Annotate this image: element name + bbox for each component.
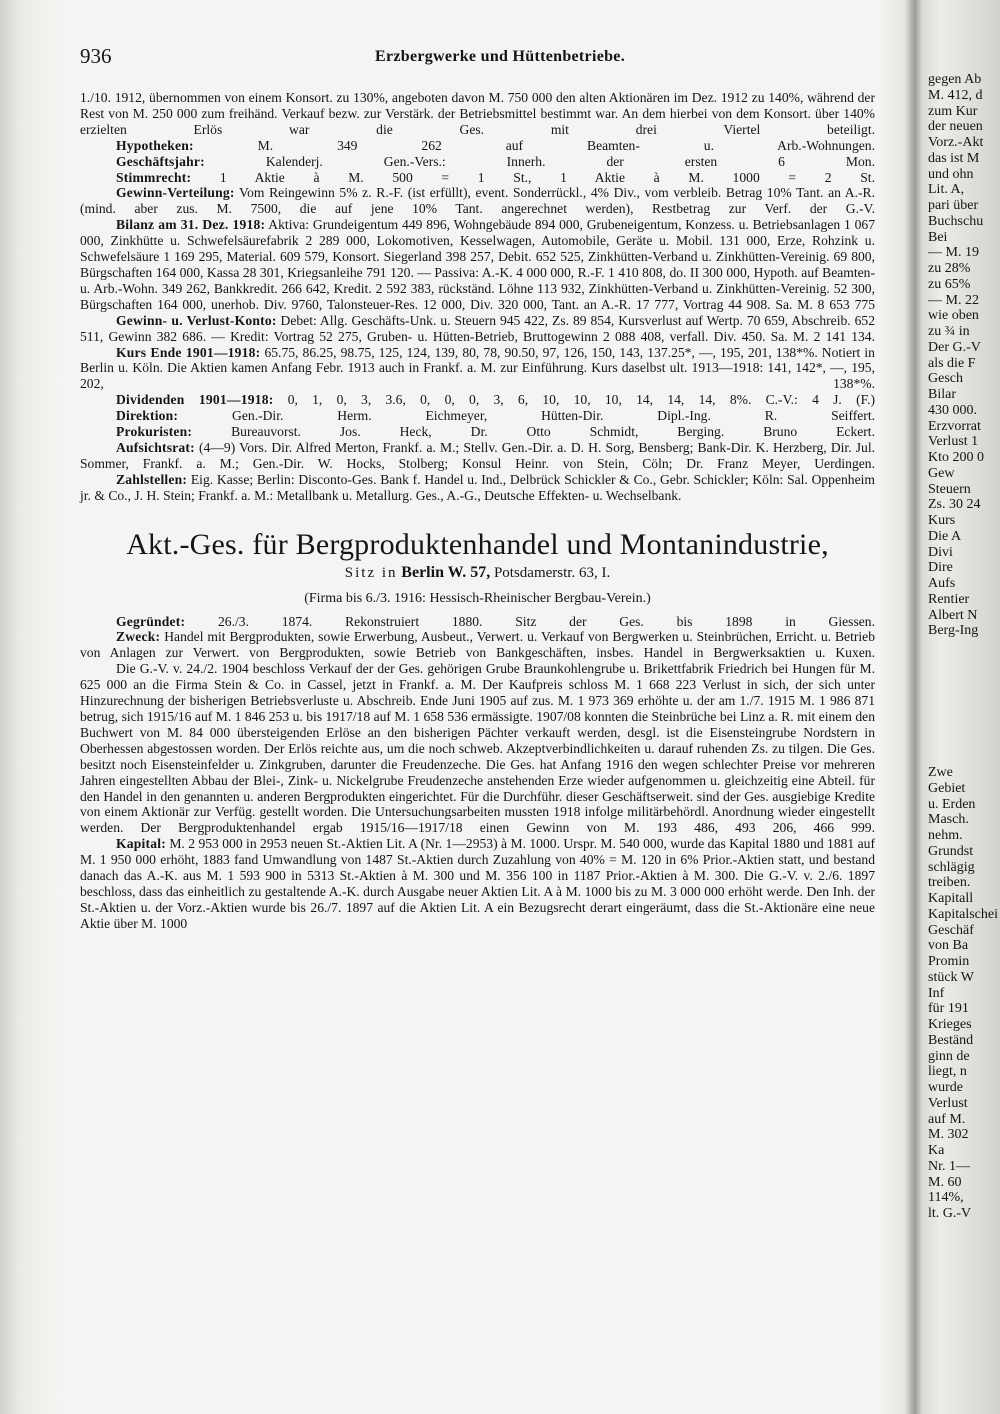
block-label: Aufsichtsrat: (116, 439, 195, 455)
fragment-line: das ist M (928, 150, 980, 166)
text-block (80, 440, 875, 472)
block-label: Hypotheken: (116, 137, 194, 153)
fragment-line (928, 671, 1000, 687)
block-text: (4—9) Vors. Dir. Alfred Merton, Frankf. a. M.; Stellv. Gen.-Dir. a. D. H. Sorg, Bensberg; Bank-Dir. K. Herzberg, Dir. Jul. Sommer, Frankf. a. M.; Gen.-Dir. W. Hocks, Stolberg; Konsul Heinr. von Stein, Cöln; Dr. Franz Meyer, Uerdingen. (80, 439, 875, 471)
fragment-line: Bei (928, 229, 948, 245)
fragment-line: liegt, n (928, 1064, 967, 1080)
block-text: Vom Reingewinn 5% z. R.-F. (ist erfüllt), event. Sonderrückl., 4% Div., vom verbleib. Betrag 10% Tant. an A.-R. (mind. aber zus. M. 7500, die auf jene 10% Tant. angerechnet werden), Restbetrag zur Verf. der G.-V. (80, 185, 875, 217)
text-block (80, 472, 875, 504)
fragment-line: Erzvorrat (928, 418, 981, 434)
fragment-line: der neuen (928, 119, 983, 135)
block-text: Debet: Allg. Geschäfts-Unk. u. Steuern 945 422, Zs. 89 854, Kursverlust auf Wertp. 70 659, Abschreib. 652 511, Gewinn 382 686. — Kredit: Vortrag 52 275, Gruben- u. Hütten-Betrieb, Bruttogewinn 2 088 408, verfall. Div. 450. Sa. M. 2 141 134. (80, 312, 875, 344)
block-label: Direktion: (116, 408, 179, 424)
block-text: 1./10. 1912, übernommen von einem Konsort. zu 130%, angeboten davon M. 750 000 den alten Aktionären im Dez. 1912 zu 140%, während der Rest von M. 250 000 zum freihänd. Verkauf bezw. zur Verstärk. der Betriebsmittel bestimmt war. An dem hierbei von dem Konsort. über 140% erzielten Erlös war die Ges. mit drei Viertel beteiligt. (80, 90, 875, 137)
block-text: 26./3. 1874. Rekonstruiert 1880. Sitz der Ges. bis 1898 in Giessen. (185, 613, 875, 629)
fragment-line: Aufs (928, 576, 956, 591)
main-column (80, 90, 875, 1390)
fragment-line: Nr. 1— (928, 1158, 970, 1174)
page-header (80, 44, 915, 72)
block-text: Bureauvorst. Jos. Heck, Dr. Otto Schmidt, Berging. Bruno Eckert. (192, 424, 875, 440)
fragment-line: Krieges (928, 1017, 972, 1032)
block-text: Kalenderj. Gen.-Vers.: Innerh. der ersten 6 Mon. (204, 153, 875, 169)
fragment-line: gegen Ab (928, 72, 982, 87)
fragment-line: Ka (928, 1143, 945, 1158)
fragment-line: Beständ (928, 1032, 974, 1048)
text-block (80, 345, 875, 393)
fragment-line: Bilar (928, 387, 956, 402)
fragment-line: Zs. 30 24 (928, 497, 981, 513)
block-label: Gewinn- u. Verlust-Konto: (116, 312, 277, 328)
block-text: Handel mit Bergprodukten, sowie Erwerbung, Ausbeut., Verwert. u. Verkauf von Bergwerken u. Steinbrüchen, Erricht. u. Betrieb von Anlagen zur Verwert. von Bergprodukten, sowie Betrieb von Bankgeschäften, insbes. Handel in Bergwerksaktien u. Kuxen. (80, 629, 875, 661)
block-text: 1 Aktie à M. 500 = 1 St., 1 Aktie à M. 1000 = 2 St. (191, 169, 875, 185)
fragment-line: Die A (928, 528, 962, 544)
fragment-line: Masch. (928, 812, 969, 828)
fragment-line: zu 65% (928, 276, 971, 292)
fragment-line: schlägig (928, 859, 975, 875)
block-label: Gegründet: (116, 613, 186, 629)
fragment-line: M. 60 (928, 1174, 962, 1190)
fragment-line: — M. 22 (928, 292, 979, 308)
block-text: Die G.-V. v. 24./2. 1904 beschloss Verkauf der der Ges. gehörigen Grube Braunkohlengrube u. Brikettfabrik Friedrich bei Hungen für M. 625 000 an die Firma Stein & Co. in Cassel, jetzt in Frankf. a. M. Der Kaufpreis schloss M. 1 668 223 Verlust in sich, der sich unter Hinzurechnung der bisherigen Betriebsverluste u. Abschreib. Ende Juni 1905 auf zus. M. 1 973 369 erhöhte u. der am 1./7. 1915 M. 1 986 871 betrug, sich 1915/16 auf M. 1 846 253 u. bis 1917/18 auf M. 1 658 536 ermässigte. 1907/08 konnten die Steinbrüche bei Linz a. R. mit einem den Buchwert von M. 84 000 übersteigenden Erlöse an den bisherigen Pächter verkauft werden, desgl. ist die Eisensteingrube Nordstern in Oberhessen abgestossen worden. Der Erlös reichte aus, um die noch schweb. Akzeptverbindlichkeiten u. darauf ruhenden Zs. zu tilgen. Die Ges. besitzt noch Eisensteinfelder u. Zinkgruben, darunter die Freudenzeche. Die Ges. hat Anfang 1916 den wegen schlechter Preise vor mehreren Jahren eingestellten Abbau der Blei-, Zink- u. Nickelgrube Freudenzeche anstehenden Erze wieder aufgenommen u. gleichzeitig eine Abteil. für den Handel in den genannten u. anderen Bergprodukten eingerichtet. Für die Durchführ. dieser Geschäftserweit. sind der Ges. ausgiebige Kredite von einem Aktionär zur Verfüg. gestellt worden. Die Untersuchungsarbeiten mussten 1918 infolge militärbehördl. Anordnung wieder eingestellt werden. Der Bergproduktenhandel ergab 1915/16—1917/18 einen Gewinn von M. 193 486, 493 206, 466 999. (80, 661, 875, 836)
fragment-line: 430 000. (928, 402, 977, 418)
fragment-line: zum Kur (928, 103, 978, 119)
fragment-line: M. 302 (928, 1127, 969, 1143)
fragment-line: nehm. (928, 828, 963, 843)
fragment-line: M. 412, d (928, 87, 983, 103)
fragment-line: pari über (928, 198, 979, 213)
fragment-line: Verlust (928, 1095, 968, 1111)
fragment-line: auf M. (928, 1111, 966, 1127)
upper-entry (80, 90, 875, 504)
fragment-line: Inf (928, 985, 945, 1001)
fragment-line: u. Erden (928, 796, 976, 812)
text-block (80, 424, 875, 440)
fragment-line (928, 639, 1000, 655)
text-block (80, 836, 875, 931)
text-block (80, 90, 875, 138)
text-block (80, 408, 875, 424)
fragment-line: Gew (928, 465, 955, 481)
fragment-line: Kto 200 0 (928, 450, 984, 465)
fragment-line: Kurs (928, 513, 956, 528)
block-text: Aktiva: Grundeigentum 449 896, Wohngebäude 894 000, Grubeneigentum, Konzess. u. Betriebsanlagen 1 067 000, Zinkhütte u. Schwefelsäurefabrik 2 289 000, Lokomotiven, Kesselwagen, Automobile, Geräte u. Mobil. 131 000, Erze, Rohzink u. Schwefelsäure 1 169 295, Material. 609 579, Konsort. Siegerland 398 257, Debit. 652 525, Zinkhütten-Verband u. Zinkhütten-Vereinig. 69 800, Bürgschaften 164 000, Kassa 28 301, Kriegsanleihe 791 120. — Passiva: A.-K. 4 000 000, R.-F. 1 410 808, do. II 300 000, Hypoth. auf Beamten- u. Arb.-Wohn. 349 262, Bankkredit. 266 642, Kredit. 2 592 383, rückständ. Löhne 113 932, Zinkhütten-Verband u. Zinkhütten-Vereinig. 52 300, Bürgschaften 164 000, unerhob. Div. 9760, Talonsteuer-Res. 12 000, Div. 320 000, Tant. an A.-R. 17 777, Vortrag 44 908. Sa. M. 8 653 775 (80, 217, 876, 312)
fragment-line (928, 718, 1000, 734)
block-label: Gewinn-Verteilung: (116, 185, 235, 201)
text-block (80, 661, 875, 836)
text-block (80, 154, 875, 170)
adjacent-page-strip (928, 72, 1000, 1402)
fragment-line: Der G.-V (928, 339, 981, 355)
running-title: Erzbergwerke und Hüttenbetriebe. (374, 48, 625, 65)
block-label: Kurs Ende 1901—1918: (116, 344, 261, 360)
lower-entry (80, 614, 875, 932)
text-block (80, 138, 875, 154)
fragment-line: Berg-Ing (928, 623, 979, 639)
fragment-line (928, 734, 1000, 750)
fragment-line: von Ba (928, 938, 969, 954)
fragment-line: ginn de (928, 1048, 970, 1064)
block-label: Kapital: (116, 836, 166, 852)
fragment-line: wurde (928, 1080, 963, 1095)
block-label: Geschäftsjahr: (116, 153, 205, 169)
page-number: 936 (80, 44, 112, 68)
text-block (80, 185, 875, 217)
fragment-line: stück W (928, 969, 975, 985)
former-name: (Firma bis 6./3. 1916: Hessisch-Rheinischer Bergbau-Verein.) (304, 590, 651, 606)
text-block (80, 313, 875, 345)
block-text: 0, 1, 0, 3, 3.6, 0, 0, 0, 3, 6, 10, 10, 10, 14, 14, 14, 8%. C.-V.: 4 J. (F.) (273, 392, 875, 408)
fragment-line: Kapitall (928, 891, 974, 906)
block-text: Gen.-Dir. Herm. Eichmeyer, Hütten-Dir. Dipl.-Ing. R. Seiffert. (178, 408, 875, 424)
fragment-line: treiben. (928, 875, 971, 891)
fragment-line: zu ¾ in (928, 324, 970, 339)
block-text: M. 349 262 auf Beamten- u. Arb.-Wohnungen. (193, 137, 875, 153)
fragment-line: Divi (928, 544, 953, 560)
fragment-line: Kapitalschei (928, 906, 998, 922)
fragment-line (928, 749, 1000, 765)
fragment-line (928, 655, 1000, 671)
fragment-line: zu 28% (928, 261, 971, 276)
company-title: Akt.-Ges. für Bergproduktenhandel und Montanindustrie, (126, 527, 829, 561)
fragment-line: Rentier (928, 591, 970, 607)
fragment-line: Gesch (928, 371, 963, 387)
fragment-line: Buchschu (928, 213, 984, 229)
fragment-line: Promin (928, 954, 970, 969)
block-label: Zahlstellen: (116, 471, 188, 487)
block-label: Stimmrecht: (116, 169, 192, 185)
block-text: Eig. Kasse; Berlin: Disconto-Ges. Bank f. Handel u. Ind., Delbrück Schickler & Co., Gebr. Schickler; Köln: Sal. Oppenheim jr. & Co., J. H. Stein; Frankf. a. M.: Metallbank u. Metallurg. Ges., A.-G., Deutsche Effekten- u. Wechselbank. (80, 471, 875, 503)
block-label: Prokuristen: (116, 424, 193, 440)
text-block (80, 217, 875, 312)
text-block (80, 170, 875, 186)
fragment-line: Steuern (928, 481, 971, 497)
fragment-line: als die F (928, 355, 976, 371)
block-text: 65.75, 86.25, 98.75, 125, 124, 139, 80, 78, 90.50, 97, 126, 150, 143, 137.25*, —, 195, 201, 138*%. Notiert in Berlin u. Köln. Die Aktien kamen Anfang Febr. 1913 auch in Frankf. a. M. zur Einführung. Kurs daselbst ult. 1913—1918: 141, 142*, —, 195, 202, 138*%. (80, 344, 875, 392)
seat-address: Potsdamerstr. 63, I. (493, 564, 611, 581)
fragment-line: Albert N (928, 607, 978, 623)
fragment-line: Gebiet (928, 780, 966, 796)
fragment-line: Vorz.-Akt (928, 135, 984, 150)
fragment-line: Lit. A, (928, 182, 965, 198)
company-seat (80, 564, 875, 582)
fragment-line: für 191 (928, 1001, 969, 1017)
fragment-line (928, 686, 1000, 702)
block-label: Dividenden 1901—1918: (116, 392, 274, 408)
fragment-line: Geschäf (928, 922, 974, 938)
fragment-line: 114%, (928, 1190, 964, 1206)
fragment-line: Verlust 1 (928, 434, 979, 450)
block-text: M. 2 953 000 in 2953 neuen St.-Aktien Lit. A (Nr. 1—2953) à M. 1000. Urspr. M. 540 000, wurde das Kapital 1880 und 1881 auf M. 1 950 000 erhöht, 1883 fand Umwandlung von 1487 St.-Aktien durch Zuzahlung von 40% = M. 120 in 6% Prior.-Aktien statt, und bestand danach das A.-K. aus M. 1 593 900 in 5313 St.-Aktien à M. 300 und M. 356 100 in 1187 Prior.-Aktien à M. 300. Die G.-V. v. 2./6. 1897 beschloss, dass das einheitlich zu gestaltende A.-K. durch Ausgabe neuer Aktien Lit. A à M. 1000 bis zu M. 3 000 000 erhöht werde. Den Inh. der St.-Aktien u. der Vorz.-Aktien wurde bis 26./7. 1897 auf die Aktien Lit. A ein Bezugsrecht derart eingeräumt, dass die St.-Aktionäre eine neue Aktie über M. 1000 (80, 836, 875, 931)
fragment-line: Zwe (928, 765, 953, 780)
seat-city: Berlin W. 57, (401, 563, 491, 581)
seat-prefix: Sitz in (344, 564, 398, 581)
text-block (80, 392, 875, 408)
block-label: Bilanz am 31. Dez. 1918: (116, 217, 266, 233)
fragment-line: lt. G.-V (928, 1206, 972, 1221)
fragment-line: Dire (928, 560, 953, 576)
block-label: Zweck: (116, 629, 161, 645)
text-block (80, 614, 875, 630)
fragment-line: — M. 19 (928, 245, 979, 261)
fragment-line: wie oben (928, 308, 979, 324)
fragment-line: und ohn (928, 166, 974, 182)
fragment-line (928, 702, 1000, 718)
text-block (80, 629, 875, 661)
fragment-line: Grundst (928, 843, 974, 859)
